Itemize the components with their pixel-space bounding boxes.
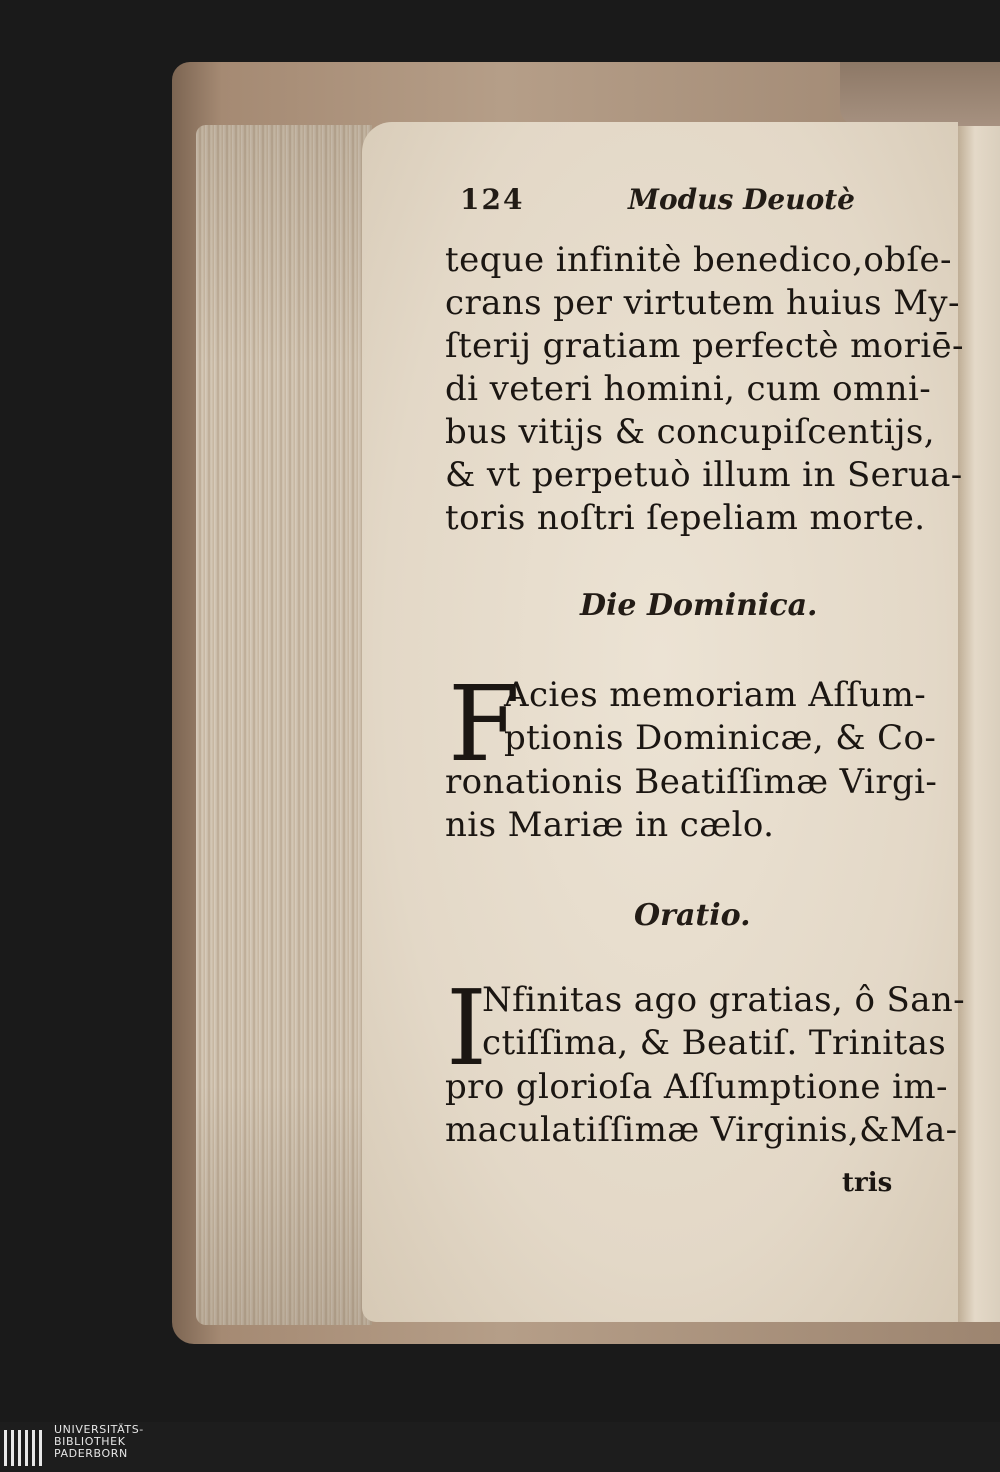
drop-cap: I (446, 967, 488, 1089)
section-heading: Oratio. (634, 898, 751, 933)
logo-bar (32, 1430, 35, 1466)
body-line: Nfinitas ago gratias, ô San- (482, 980, 966, 1020)
catchword: tris (842, 1168, 893, 1198)
facing-page-edge (958, 126, 1000, 1322)
body-line: Acies memoriam Aſſum- (504, 675, 927, 715)
footer-bar (0, 1422, 1000, 1472)
library-name-line: UNIVERSITÄTS- (54, 1423, 144, 1436)
body-line: bus vitijs & concupiſcentijs, (445, 412, 935, 452)
body-line: nis Mariæ in cælo. (445, 805, 775, 845)
running-title: Modus Deuotè (628, 183, 855, 216)
body-line: ſterij gratiam perfectè moriē- (445, 326, 964, 366)
body-line: & vt perpetuò illum in Serua- (445, 455, 963, 495)
library-name-line: BIBLIOTHEK (54, 1435, 126, 1448)
logo-bar (11, 1430, 14, 1466)
body-line: teque infinitè benedico,obſe- (445, 240, 952, 280)
library-name-line: PADERBORN (54, 1447, 128, 1460)
logo-bar (18, 1430, 21, 1466)
body-line: pro glorioſa Aſſumptione im- (445, 1067, 948, 1107)
body-line: ronationis Beatiſſimæ Virgi- (445, 762, 938, 802)
body-line: di veteri homini, cum omni- (445, 369, 932, 409)
body-line: ctiſſima, & Beatiſ. Trinitas (482, 1023, 947, 1063)
book-binding-top (840, 62, 1000, 126)
body-line: ptionis Dominicæ, & Co- (504, 718, 937, 758)
drop-cap: F (448, 663, 521, 785)
body-line: crans per virtutem huius My- (445, 283, 960, 323)
logo-bar (25, 1430, 28, 1466)
page-header (460, 183, 880, 223)
logo-bar (4, 1430, 7, 1466)
library-logo-icon (4, 1426, 46, 1468)
section-heading: Die Dominica. (580, 588, 818, 623)
logo-bar (39, 1430, 42, 1466)
page-number: 124 (460, 183, 525, 216)
body-line: toris noſtri ſepeliam morte. (445, 498, 926, 538)
page-edges-shade (196, 125, 372, 1325)
body-line: maculatiſſimæ Virginis,&Ma- (445, 1110, 958, 1150)
